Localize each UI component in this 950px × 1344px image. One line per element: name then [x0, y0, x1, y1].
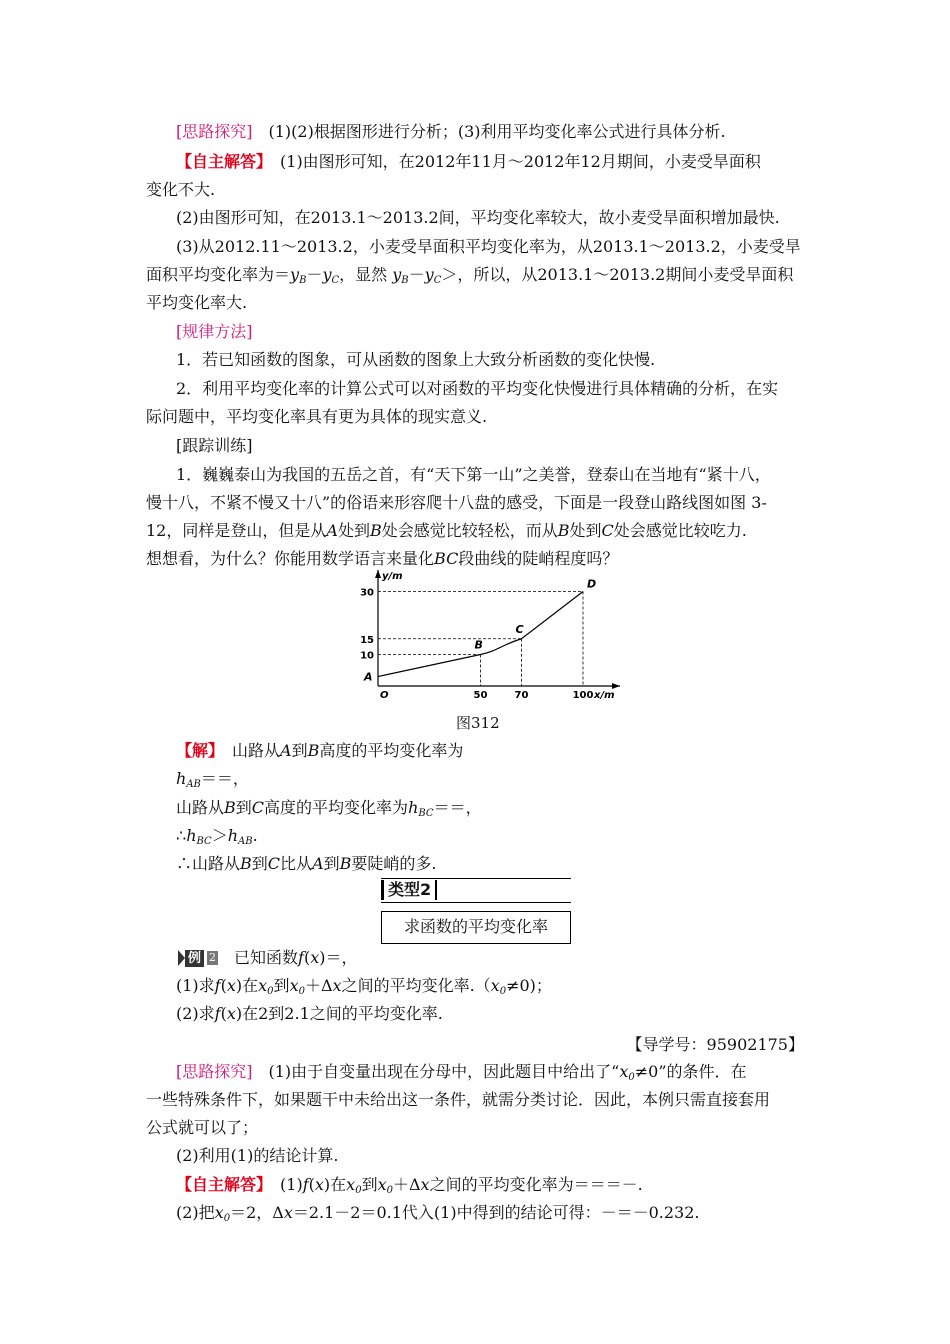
text-fragment: 想想看，为什么？你能用数学语言来量化 [146, 549, 435, 568]
math-var: h [176, 769, 187, 788]
analysis-paragraph-2-line-4: (2)利用(1)的结论计算. [176, 1146, 339, 1165]
x-tick-label: 100 [572, 690, 594, 700]
math-var: A [326, 521, 338, 540]
math-var: x [377, 1175, 387, 1194]
example-badge: 例 [185, 950, 204, 967]
math-var: x [314, 1175, 324, 1194]
math-var: x [289, 976, 299, 995]
exercise-1-line-2: 慢十八，不紧不慢又十八”的俗语来形容爬十八盘的感受，下面是一段登山路线图如图 3- [146, 493, 767, 512]
math-sub: 0 [298, 986, 305, 997]
math-var: h [408, 798, 419, 817]
math-var: B [557, 521, 570, 540]
solution-paragraph-3-line-3: 平均变化率大. [146, 293, 248, 312]
example-2-question-1: (1)求f(x)在$x_0$到$x_0+\Delta x$之间的平均变化率$.(x_0\ne 0)$； [176, 976, 552, 997]
math-op: － [306, 265, 323, 284]
x-axis-arrow [612, 683, 620, 689]
math-var: x [226, 976, 236, 995]
math-var: C [267, 854, 281, 873]
math-sub: 0 [386, 1185, 393, 1196]
text-fragment: 到 [251, 854, 268, 873]
rule-2: 2．利用平均变化率的计算公式可以对函数的平均变化快慢进行具体精确的分析，在实 [176, 379, 779, 398]
math-var: h [186, 826, 197, 845]
text-fragment: 处会感觉比较吃力. [613, 521, 747, 540]
text-fragment: ＝2.1－2＝0.1代入(1)中得到的结论可得：－＝－0.232. [292, 1203, 700, 1222]
math-sub: B [401, 275, 409, 286]
text-fragment: 面积平均变化率为＝ [146, 265, 291, 284]
math-var: y [424, 265, 434, 284]
math-var: x [258, 976, 268, 995]
solution-ex2-line-2 [176, 1203, 836, 1229]
analysis-paragraph-2-line-3: 公式就可以了； [146, 1118, 259, 1137]
analysis-label: [思路探究] [176, 1062, 253, 1081]
solution-paragraph-3-line-2 [146, 265, 806, 291]
text-fragment: 处到 [569, 521, 602, 540]
math-var: x [420, 1175, 430, 1194]
text-fragment: 在 [330, 1175, 347, 1194]
point-label-b: B [474, 638, 483, 652]
math-op: ＝＝， [433, 798, 482, 817]
rule-1: 1．若已知函数的图象，可从函数的图象上大致分析函数的变化快慢. [176, 350, 656, 369]
solution-label: 【自主解答】 [176, 1175, 265, 1194]
type-section-box [381, 878, 571, 944]
text-fragment: ∴ [176, 826, 187, 845]
point-label-d: D [587, 577, 597, 591]
solution-ex1-line-3 [176, 798, 836, 824]
math-sub: C [331, 275, 340, 286]
math-var: y [392, 265, 402, 284]
text-fragment: 山路从 [176, 798, 225, 817]
text-fragment: ∴山路从 [176, 854, 241, 873]
origin-label: O [380, 690, 389, 700]
exercise-1-line-1: 1．巍巍泰山为我国的五岳之首，有“天下第一山”之美誉，登泰山在当地有“紧十八， [176, 465, 771, 484]
type-label [381, 880, 571, 902]
analysis-paragraph-2 [146, 1062, 806, 1088]
text-fragment: (1)求 [176, 976, 215, 995]
divider [381, 902, 571, 903]
math-sub: AB [238, 836, 253, 847]
math-var: x [346, 1175, 356, 1194]
text-fragment: ＋Δ [392, 1175, 421, 1194]
math-var: f [214, 976, 221, 995]
text-fragment: (1)由于自变量出现在分母中，因此题目中给出了“ [252, 1062, 620, 1081]
text-fragment: ＞，所以，从2013.1～2013.2期间小麦受旱面积 [441, 265, 794, 284]
figure-caption: 图312 [456, 714, 500, 732]
text-fragment: 在 [242, 976, 259, 995]
analysis-text: (1)(2)根据图形进行分析；(3)利用平均变化率公式进行具体分析. [252, 122, 726, 141]
math-var: B [339, 854, 352, 873]
text-fragment: (2)把 [176, 1203, 215, 1222]
math-var: f [298, 948, 304, 967]
y-tick-label: 10 [360, 650, 374, 662]
math-sub: 0 [267, 986, 274, 997]
math-op: ＞ [211, 826, 228, 845]
example-arrow-icon [178, 950, 185, 966]
analysis-label: [思路探究] [176, 122, 253, 141]
math-var: x [214, 1203, 224, 1222]
math-var: BC [434, 549, 459, 568]
solution-paragraph-2: (2)由图形可知，在2013.1～2013.2间，平均变化率较大，故小麦受旱面积增加最快. [176, 208, 780, 227]
text-fragment: 山路从 [216, 741, 281, 760]
text-fragment: 到 [323, 854, 340, 873]
math-sub: BC [418, 808, 434, 819]
solution-text: (1)由图形可知，在2012年11月～2012年12月期间，小麦受旱面积 [264, 152, 761, 171]
math-sub: B [299, 275, 307, 286]
type-title: 求函数的平均变化率 [381, 911, 571, 944]
text-fragment: 段曲线的陡峭程度吗？ [458, 549, 619, 568]
math-var: B [224, 798, 236, 817]
text-fragment: 到 [291, 741, 308, 760]
solution-ex1-line-5 [176, 854, 836, 874]
mountain-path-chart [358, 566, 628, 700]
guide-number: 【导学号：95902175】 [626, 1035, 804, 1054]
point-label-a: A [364, 670, 373, 684]
math-var: y [290, 265, 300, 284]
text-fragment: 处到 [337, 521, 370, 540]
math-var: x [283, 1203, 293, 1222]
text-fragment: 已知函数 [218, 948, 299, 967]
text-fragment: ，显然 [339, 265, 388, 284]
text-fragment: ≠0)； [506, 976, 552, 995]
rule-title: [规律方法] [176, 322, 253, 341]
math-var: x [332, 976, 342, 995]
example-2-line-1: 例 2 已知函数f(x)＝， [178, 948, 838, 968]
text-fragment: 到 [235, 798, 252, 817]
text-fragment: ＋Δ [304, 976, 333, 995]
text-fragment: 之间的平均变化率为＝＝＝－. [429, 1175, 643, 1194]
math-op: ＝＝， [200, 769, 249, 788]
math-sub: 0 [355, 1185, 362, 1196]
text-fragment: 处会感觉比较轻松，而从 [381, 521, 558, 540]
math-var: x [619, 1062, 629, 1081]
math-var: A [280, 741, 292, 760]
math-op: － [408, 265, 425, 284]
x-tick-label: 70 [514, 690, 529, 700]
math-sub: BC [196, 836, 212, 847]
text-fragment: 高度的平均变化率为 [264, 798, 409, 817]
math-var: A [312, 854, 324, 873]
text-fragment: 在2到2.1之间的平均变化率. [242, 1004, 443, 1023]
math-op: . [252, 826, 258, 845]
y-axis-label: y/m [382, 571, 403, 582]
solution-label: 【自主解答】 [176, 152, 265, 171]
example-2-question-2: (2)求f(x)在2到2.1之间的平均变化率. [176, 1004, 443, 1023]
math-var: h [227, 826, 239, 845]
solution-label: 【解】 [176, 741, 217, 760]
y-tick-label: 30 [360, 587, 374, 599]
math-sub: 0 [499, 986, 507, 997]
x-tick-label: 50 [473, 690, 488, 700]
rule-2-line-2: 际问题中，平均变化率具有更为具体的现实意义. [146, 407, 488, 426]
exercise-1-line-3 [146, 521, 806, 541]
solution-ex1-line-4 [176, 826, 836, 852]
solution-paragraph-1 [146, 152, 806, 172]
math-var: C [601, 521, 614, 540]
math-var: f [302, 1175, 309, 1194]
math-var: x [490, 976, 500, 995]
math-sub: C [433, 275, 442, 286]
math-sub: 0 [628, 1072, 635, 1083]
text-fragment: 比从 [280, 854, 313, 873]
solution-line: 变化不大. [146, 180, 216, 199]
math-var: B [307, 741, 320, 760]
math-sub: AB [186, 779, 201, 790]
math-var: f [214, 1004, 221, 1023]
analysis-paragraph-1 [146, 122, 806, 142]
track-title: [跟踪训练] [176, 436, 253, 455]
path-curve [378, 592, 583, 677]
text-fragment: 到 [361, 1175, 378, 1194]
type-label-text: 类型2 [381, 880, 437, 900]
text-fragment: 之间的平均变化率.（ [341, 976, 491, 995]
text-fragment: 高度的平均变化率为 [319, 741, 464, 760]
text-fragment: (2)求 [176, 1004, 215, 1023]
text-fragment: ≠0”的条件．在 [634, 1062, 747, 1081]
text-fragment: ＝， [325, 948, 358, 967]
math-var: x [310, 948, 320, 967]
solution-paragraph-3: (3)从2012.11～2013.2，小麦受旱面积平均变化率为，从2013.1～2013.2，小麦受旱 [176, 237, 801, 256]
divider [381, 878, 571, 879]
solution-ex2-line-1: 【自主解答】 (1)f(x)在$x_0$到$x_0+\Delta x$之间的平均变化率为＝＝＝－. [176, 1175, 643, 1196]
point-label-c: C [515, 622, 524, 636]
x-axis-label: x/m [594, 690, 615, 700]
text-fragment: (1) [264, 1175, 303, 1194]
text-fragment: 要陡峭的多. [351, 854, 437, 873]
math-var: x [226, 1004, 236, 1023]
text-fragment: ＝2，Δ [230, 1203, 284, 1222]
solution-ex1-line-2 [176, 769, 836, 795]
text-fragment: 到 [273, 976, 290, 995]
y-axis-arrow [375, 570, 381, 578]
solution-ex1-line-1 [146, 741, 806, 761]
example-number: 2 [209, 951, 217, 964]
math-var: y [322, 265, 332, 284]
y-tick-label: 15 [360, 634, 374, 646]
math-var: B [369, 521, 382, 540]
math-var: B [240, 854, 252, 873]
math-var: C [251, 798, 265, 817]
analysis-paragraph-2-line-2: 一些特殊条件下，如果题干中未给出这一条件，就需分类讨论．因此，本例只需直接套用 [146, 1090, 771, 1109]
math-sub: 0 [223, 1213, 231, 1224]
text-fragment: 12，同样是登山，但是从 [146, 521, 327, 540]
